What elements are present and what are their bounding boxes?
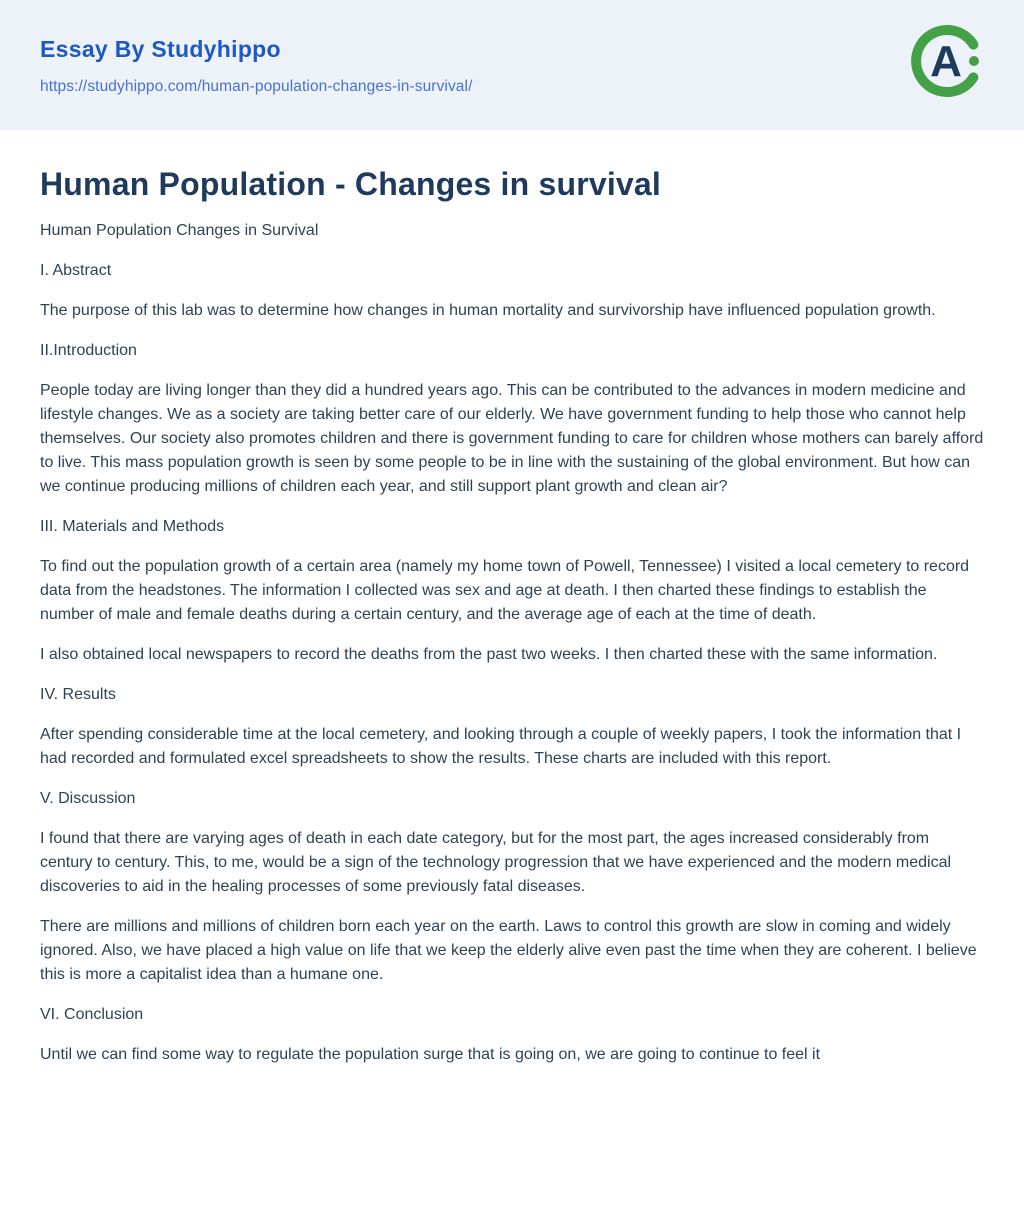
- header-brand-title: Essay By Studyhippo: [40, 36, 281, 62]
- essay-paragraph: People today are living longer than they did a hundred years ago. This can be contributed to the advances in modern medicine and lifestyle changes. We as a society are taking better care of our elderly. We have government funding to help those who cannot help themselves. Our society also promotes children and there is government funding to care for children whose mothers can barely afford to live. This mass population growth is seen by some people to be in line with the sustaining of the global environment. But how can we continue producing millions of children each year, and still support plant growth and clean air?: [40, 382, 984, 495]
- essay-paragraph: V. Discussion: [40, 790, 136, 807]
- logo-ring-icon: [908, 22, 986, 100]
- essay-paragraph: III. Materials and Methods: [40, 518, 225, 535]
- essay-paragraph: IV. Results: [40, 686, 116, 703]
- essay-paragraph: I found that there are varying ages of death in each date category, but for the most part, the ages increased considerably from century to century. This, to me, would be a sign of the technology progression that we have experienced and the modern medical discoveries to aid in the healing processes of some previously fatal diseases.: [40, 830, 952, 895]
- essay-paragraph: After spending considerable time at the local cemetery, and looking through a couple of weekly papers, I took the information that I had recorded and formulated excel spreadsheets to show the results. These charts are included with this report.: [40, 726, 962, 767]
- essay-paragraph: II.Introduction: [40, 342, 137, 359]
- essay-content: [0, 130, 1024, 1067]
- source-url-link[interactable]: https://studyhippo.com/human-population-changes-in-survival/: [40, 78, 473, 95]
- essay-paragraph: Human Population Changes in Survival: [40, 222, 319, 239]
- essay-paragraph: I also obtained local newspapers to record the deaths from the past two weeks. I then charted these with the same information.: [40, 646, 938, 663]
- page-header: [0, 0, 1024, 130]
- essay-paragraph: Until we can find some way to regulate the population surge that is going on, we are going to continue to feel it: [40, 1046, 821, 1063]
- studyhippo-logo-icon: [908, 22, 986, 100]
- essay-paragraph: To find out the population growth of a certain area (namely my home town of Powell, Tennessee) I visited a local cemetery to record data from the headstones. The information I collected was sex and age at death. I then charted these findings to establish the number of male and female deaths during a certain century, and the average age of each at the time of death.: [40, 558, 970, 623]
- essay-title: Human Population - Changes in survival: [40, 166, 662, 202]
- header-text-block: [40, 36, 472, 96]
- essay-paragraph: I. Abstract: [40, 262, 112, 279]
- essay-paragraph: There are millions and millions of children born each year on the earth. Laws to control this growth are slow in coming and widely ignored. Also, we have placed a high value on life that we keep the elderly alive even past the time when they are coherent. I believe this is more a capitalist idea than a humane one.: [40, 918, 977, 983]
- essay-paragraph: The purpose of this lab was to determine how changes in human mortality and survivorship have influenced population growth.: [40, 302, 936, 319]
- logo-letter: A: [930, 37, 962, 86]
- essay-paragraph: VI. Conclusion: [40, 1006, 144, 1023]
- essay-body: [40, 219, 984, 1067]
